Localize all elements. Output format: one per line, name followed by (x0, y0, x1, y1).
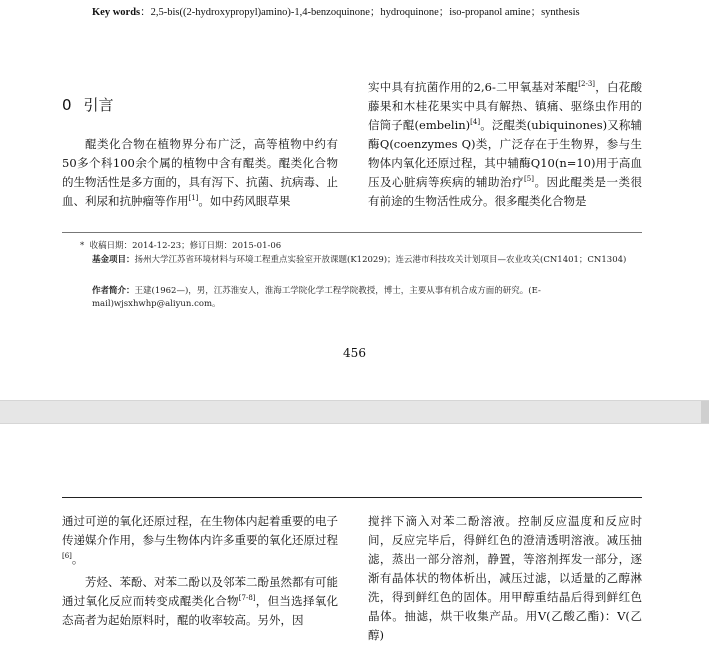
paragraph (62, 512, 338, 569)
citation: [4] (470, 118, 481, 127)
label: 作者简介： (92, 286, 135, 296)
citation: [7-8] (238, 594, 256, 603)
text: 。因此醌类是一类很有前途的生物活性成分。很多醌类化合物是 (368, 175, 642, 208)
keywords-label: Key words (92, 7, 141, 18)
text: ，但当选择氧化态高者为起始原料时，醌的收率较高。另外，因 (62, 594, 339, 627)
citation: [1] (188, 194, 199, 203)
right-column (368, 512, 642, 645)
label: 基金项目： (92, 255, 135, 265)
footnote-fund (92, 254, 644, 267)
section-heading (62, 94, 114, 115)
citation: [5] (524, 175, 534, 184)
header-rule (62, 497, 642, 498)
text: 醌类化合物在植物界分布广泛，高等植物中约有50多个科100余个属的植物中含有醌类。醌类化合物的生物活性是多方面的，具有泻下、抗菌、抗病毒、止血、利尿和抗肿瘤等作用 (62, 137, 338, 208)
paper-page-bottom (0, 424, 709, 642)
citation: [2-3] (578, 80, 596, 89)
paragraph (62, 135, 338, 211)
text: 收稿日期：2014-12-23；修订日期：2015-01-06 (89, 241, 282, 251)
citation: [6] (62, 552, 72, 561)
keywords-text: ：2,5-bis((2-hydroxypropyl)amino)-1,4-benzoquinone；hydroquinone；iso-propanol amine；synthesis (140, 7, 580, 18)
paragraph (368, 78, 642, 211)
right-column (368, 78, 642, 211)
section-number: 0 (62, 96, 72, 114)
text: 王建(1962—)，男，江苏淮安人，淮海工学院化学工程学院教授，博士，主要从事有机合成方面的研究。(E-mail)wjsxhwhp@aliyun.com。 (92, 286, 541, 309)
text: ，白花酸藤果和木桂花果实中具有解热、镇痛、驱绦虫作用的信筒子醌(embelin) (368, 80, 642, 132)
page-number: 456 (343, 346, 366, 360)
page-gap (0, 400, 709, 424)
footnote-star: * (80, 241, 85, 251)
footnote-received (80, 240, 632, 253)
text: 。泛醌类(ubiquinones)又称辅酶Q(coenzymes Q)类，广泛存在于生物界，参与生物体内氧化还原过程，其中辅酶Q10(n=10)用于高血压及心脏病等疾病的辅助治疗 (368, 118, 642, 189)
footnote-author (92, 285, 644, 311)
text: 扬州大学江苏省环境材料与环境工程重点实验室开放课题(K12029)；连云港市科技攻关计划项目—农业攻关(CN1401；CN1304) (134, 255, 627, 265)
text: 实中具有抗菌作用的2,6-二甲氧基对苯醌 (368, 80, 579, 94)
text: 通过可逆的氧化还原过程，在生物体内起着重要的电子传递媒介作用，参与生物体内许多重要的氧化还原过程 (62, 514, 338, 547)
footnote-rule (62, 232, 642, 233)
paragraph: 搅拌下滴入对苯二酚溶液。控制反应温度和反应时间，反应完毕后，得鲜红色的澄清透明溶液。减压抽滤，蒸出一部分溶剂，静置，等溶剂挥发一部分，逐渐有晶体状的物体析出，减压过滤，以适量的乙醇淋洗，得到鲜红色的固体。用甲醇重结晶后得到鲜红色晶体。抽滤，烘干收集产品。用V(乙酸乙酯)：V(乙醇) (368, 514, 642, 642)
text: 。如中药风眼草果 (198, 194, 291, 208)
paragraph (62, 573, 338, 630)
keywords (92, 3, 652, 22)
text: 芳烃、苯酚、对苯二酚以及邻苯二酚虽然都有可能通过氧化反应而转变成醌类化合物 (62, 575, 338, 608)
text: 。 (71, 552, 84, 566)
left-column (62, 135, 338, 211)
scrollbar[interactable] (701, 401, 709, 423)
section-title: 引言 (83, 96, 114, 114)
left-column (62, 512, 338, 630)
